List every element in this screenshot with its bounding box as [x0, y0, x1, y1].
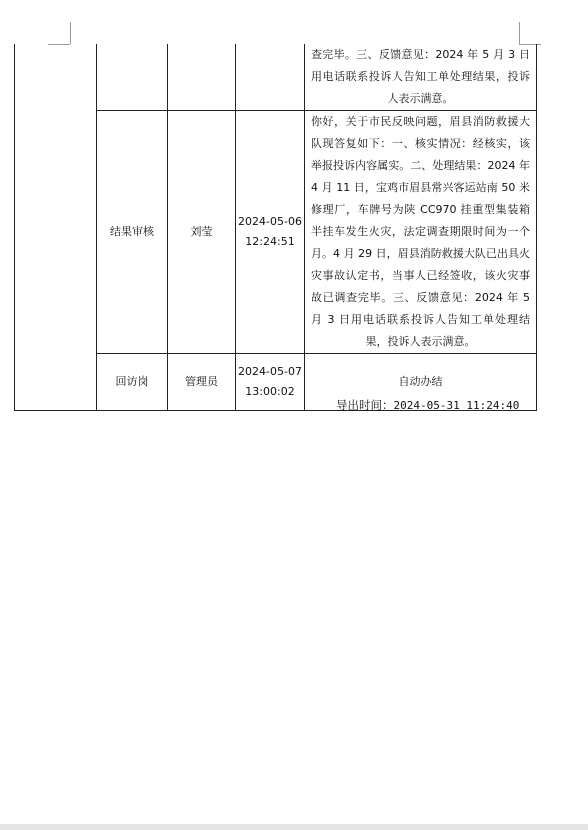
handler-cell: 管理员	[168, 354, 236, 411]
content-cell: 自动办结	[305, 354, 537, 411]
node-cell: 回访岗	[97, 354, 168, 411]
time-cell	[236, 44, 305, 111]
node-cell	[97, 44, 168, 111]
crop-mark-top-right-vertical	[519, 22, 520, 44]
handler-cell	[168, 44, 236, 111]
page-bottom-edge	[0, 824, 588, 830]
time-cell: 2024-05-06 12:24:51	[236, 111, 305, 354]
content-cell: 查完毕。三、反馈意见：2024 年 5 月 3 日用电话联系投诉人告知工单处理结果，投诉人表示满意。	[305, 44, 537, 111]
export-time-label: 导出时间：	[336, 398, 394, 412]
node-cell: 结果审核	[97, 111, 168, 354]
merged-first-column-cell	[15, 44, 97, 411]
export-time-line	[336, 397, 519, 413]
crop-mark-top-left-vertical	[70, 22, 71, 44]
time-cell: 2024-05-07 13:00:02	[236, 354, 305, 411]
table-row	[15, 44, 537, 111]
export-time-value: 2024-05-31 11:24:40	[393, 399, 520, 412]
handler-cell: 刘莹	[168, 111, 236, 354]
content-cell: 你好，关于市民反映问题，眉县消防救援大队现答复如下：一、核实情况：经核实，该举报投诉内容属实。二、处理结果：2024 年 4 月 11 日，宝鸡市眉县常兴客运站南 50 米修理厂，车牌号为陕 CC970 挂重型集装箱半挂车发生火灾，法定调查期限时间为一个月。4 月 29 日，眉县消防救援大队已出具火灾事故认定书，当事人已经签收，该火灾事故已调查完毕。三、反馈意见：2024 年 5 月 3 日用电话联系投诉人告知工单处理结果，投诉人表示满意。	[305, 111, 537, 354]
processing-record-table	[14, 44, 537, 411]
